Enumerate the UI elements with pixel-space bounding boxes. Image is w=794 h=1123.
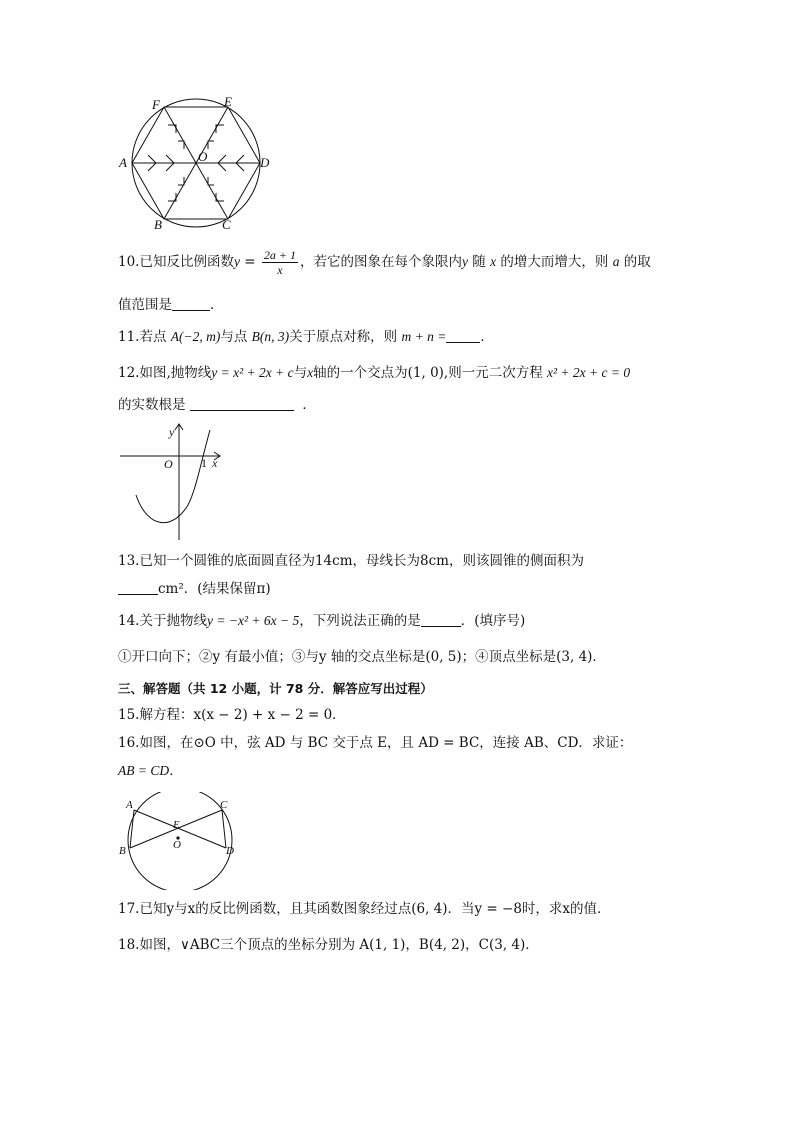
chord-AB: [130, 810, 134, 848]
label-C: C: [220, 799, 228, 811]
label-D: D: [226, 845, 234, 857]
label-B: B: [119, 845, 126, 857]
label-O: O: [198, 149, 208, 164]
question-14-options: ①开口向下；②y 有最小值；③与y 轴的交点坐标是(0, 5)；④顶点坐标是(3, 4)．: [118, 649, 606, 665]
parabola-curve: [136, 430, 210, 523]
question-12-line-2: 的实数根是 ．: [118, 397, 316, 413]
label-y: y: [169, 425, 175, 439]
label-one: 1: [201, 456, 207, 470]
label-O: O: [173, 839, 181, 851]
hexagon-figure: [118, 95, 278, 235]
fraction: $\frac{2a + 1}{x}$: [263, 248, 296, 277]
answer-blank: [446, 329, 480, 343]
question-11: 11.若点 A(−2, m)与点 B(n, 3)关于原点对称，则 m + n = ．: [118, 329, 494, 345]
question-16-line-2: AB = CD．: [118, 763, 183, 778]
label-A: A: [126, 799, 133, 811]
question-18: 18.如图，∨ABC三个顶点的坐标分别为 A(1, 1)，B(4, 2)，C(3, 4)．: [118, 937, 539, 953]
question-14: 14.关于抛物线y = −x² + 6x − 5，下列说法正确的是 ．(填序号): [118, 613, 526, 629]
question-13-line-2: cm²．(结果保留π): [118, 580, 271, 598]
label-D: D: [260, 155, 270, 170]
question-10-line-2: 值范围是 ．: [118, 297, 224, 313]
question-10-line-1: 10.已知反比例函数y = $\frac{2a + 1}{x}$ ，若它的图象在每个象限内y 随 x 的增大而增大，则 a 的取: [118, 248, 651, 277]
label-E: E: [173, 819, 180, 831]
question-12-line-1: 12.如图,抛物线y = x² + 2x + c与x轴的一个交点为(1, 0),则一元二次方程 x² + 2x + c = 0: [118, 365, 631, 381]
circle-chord-figure: [118, 792, 246, 890]
label-F: F: [152, 97, 160, 112]
answer-blank: [172, 297, 210, 311]
label-B: B: [154, 217, 162, 232]
label-x: x: [212, 456, 218, 470]
question-13-line-1: 13.已知一个圆锥的底面圆直径为14cm，母线长为8cm，则该圆锥的侧面积为: [118, 553, 584, 569]
label-origin: O: [164, 457, 173, 471]
label-A: A: [119, 155, 127, 170]
question-17: 17.已知y与x的反比例函数，且其函数图象经过点(6, 4)．当y = −8时，求x的值．: [118, 901, 611, 917]
answer-blank: [190, 397, 294, 411]
label-E: E: [224, 95, 232, 109]
chord-CD: [222, 810, 226, 848]
parabola-figure: [118, 420, 228, 545]
section-3-heading: 三、解答题（共 12 小题，计 78 分．解答应写出过程）: [118, 681, 433, 696]
label-C: C: [222, 217, 231, 232]
question-16-line-1: 16.如图，在⊙O 中，弦 AD 与 BC 交于点 E，且 AD = BC，连接 AB、CD．求证：: [118, 735, 633, 751]
question-15: 15.解方程：x(x − 2) + x − 2 = 0．: [118, 707, 346, 723]
answer-blank: [421, 613, 461, 627]
answer-blank: [118, 581, 158, 595]
